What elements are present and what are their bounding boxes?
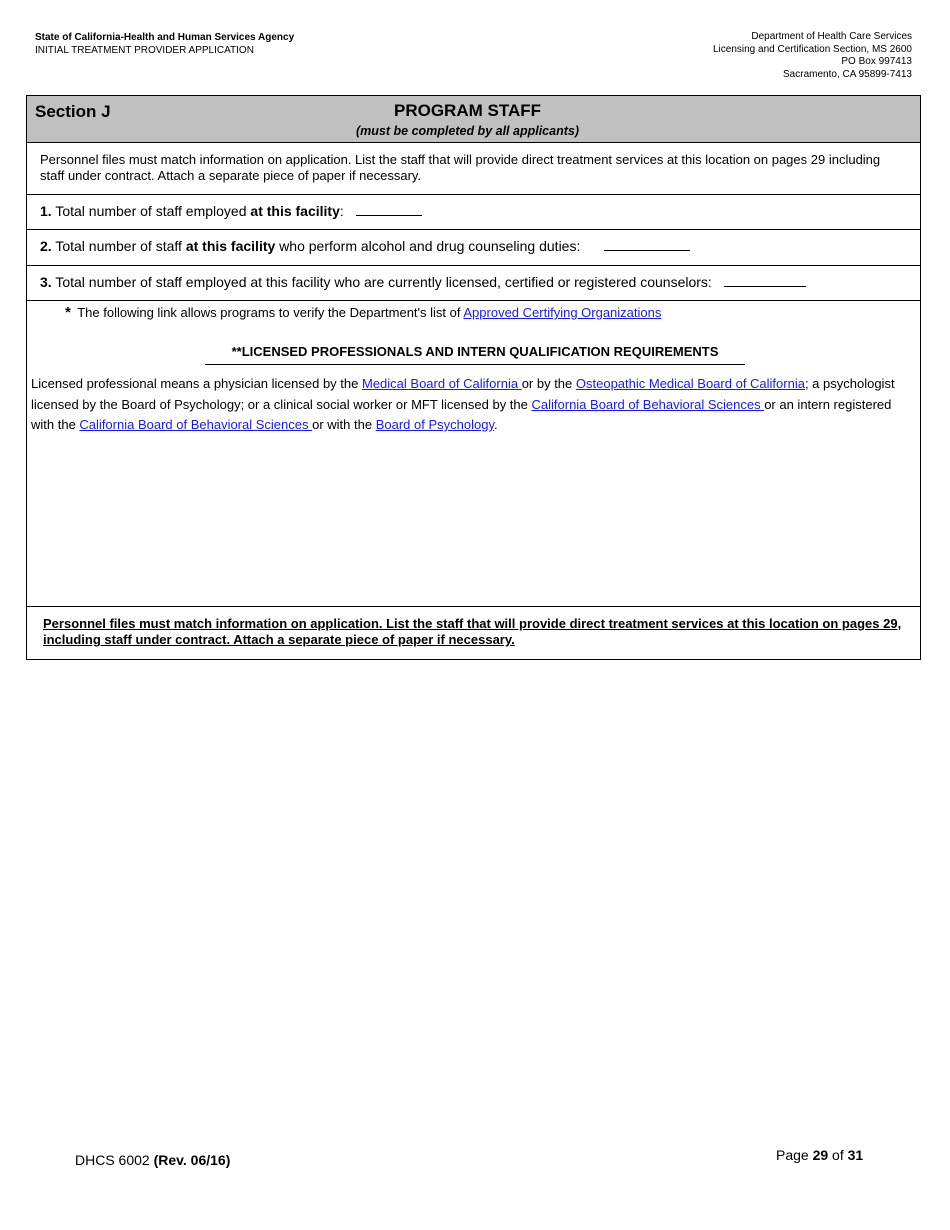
question-1-row	[27, 194, 920, 230]
current-page: 29	[812, 1147, 829, 1163]
licensed-text-3: ; a psychologist licensed by the Board of Psychology; or a clinical social worker or MFT licensed by the	[31, 376, 895, 412]
question-2-number: 2.	[40, 238, 52, 254]
licensed-text-5: or with the	[312, 417, 376, 432]
licensed-heading: **LICENSED PROFESSIONALS AND INTERN QUALIFICATION REQUIREMENTS	[205, 344, 745, 365]
certifying-org-note	[65, 304, 661, 321]
of-word: of	[828, 1147, 848, 1163]
section-label: Section J	[35, 102, 111, 121]
question-2-text-end: who perform alcohol and drug counseling duties:	[275, 238, 581, 254]
total-pages: 31	[847, 1147, 864, 1163]
board-of-psychology-link[interactable]: Board of Psychology	[375, 417, 494, 432]
approved-certifying-orgs-link[interactable]: Approved Certifying Organizations	[463, 305, 662, 320]
section-j-frame	[26, 95, 921, 660]
question-2	[40, 238, 690, 254]
header-left	[35, 31, 294, 57]
section-title: PROGRAM STAFF	[393, 101, 541, 120]
question-3-input[interactable]	[724, 274, 806, 287]
section-subtitle: (must be completed by all applicants)	[356, 124, 579, 138]
question-1-text: Total number of staff employed	[51, 203, 251, 219]
city-address: Sacramento, CA 95899-7413	[783, 68, 912, 80]
question-3	[40, 274, 806, 290]
behavioral-sciences-link-2[interactable]: California Board of Behavioral Sciences	[79, 417, 313, 432]
form-title: INITIAL TREATMENT PROVIDER APPLICATION	[35, 45, 254, 56]
licensed-text-4: or an intern registered with the	[31, 396, 892, 432]
footer-note: Personnel files must match information on application. List the staff that will provide direct treatment services at this location on pages 29, including staff under contract. Attach a separate piece of paper if necessary.	[43, 616, 902, 647]
licensed-definition	[31, 374, 901, 436]
osteopathic-board-link[interactable]: Osteopathic Medical Board of California	[575, 376, 805, 391]
question-3-text: Total number of staff employed at this facility who are currently licensed, certified or registered counselors:	[51, 274, 712, 290]
department-name: Department of Health Care Services	[751, 31, 912, 42]
asterisk: *	[65, 304, 71, 321]
question-2-row	[27, 229, 920, 266]
section-name: Licensing and Certification Section, MS 2600	[712, 43, 912, 55]
question-2-input[interactable]	[604, 238, 690, 251]
page-number	[776, 1147, 863, 1163]
licensed-text-2: or by the	[521, 376, 576, 391]
medical-board-link[interactable]: Medical Board of California	[361, 376, 522, 391]
header-right	[713, 31, 912, 81]
form-code: DHCS 6002	[75, 1152, 154, 1168]
form-revision: (Rev. 06/16)	[153, 1152, 231, 1168]
question-3-number: 3.	[40, 274, 52, 290]
footer-note-row	[27, 606, 920, 660]
question-1	[40, 203, 422, 219]
intro-row	[27, 143, 920, 195]
question-1-colon: :	[339, 203, 344, 219]
behavioral-sciences-link-1[interactable]: California Board of Behavioral Sciences	[531, 396, 765, 412]
licensed-text-1: Licensed professional means a physician licensed by the	[31, 376, 362, 391]
section-header-band	[27, 96, 920, 143]
question-1-number: 1.	[40, 203, 52, 219]
agency-name: State of California-Health and Human Services Agency	[35, 32, 295, 43]
question-3-row	[27, 265, 920, 301]
question-2-text: Total number of staff	[51, 238, 186, 254]
licensed-text-6: .	[493, 417, 498, 432]
intro-text: Personnel files must match information on application. List the staff that will provide direct treatment services at this location on pages 29 including staff under contract. Attach a separate piece of paper if necessary.	[40, 152, 881, 183]
question-1-bold: at this facility	[250, 203, 340, 219]
form-id	[75, 1152, 230, 1168]
po-box: PO Box 997413	[841, 56, 912, 67]
question-1-input[interactable]	[356, 203, 422, 216]
page-word: Page	[776, 1147, 813, 1163]
note-text: The following link allows programs to verify the Department's list of	[73, 305, 464, 320]
question-2-bold: at this facility	[185, 238, 276, 254]
